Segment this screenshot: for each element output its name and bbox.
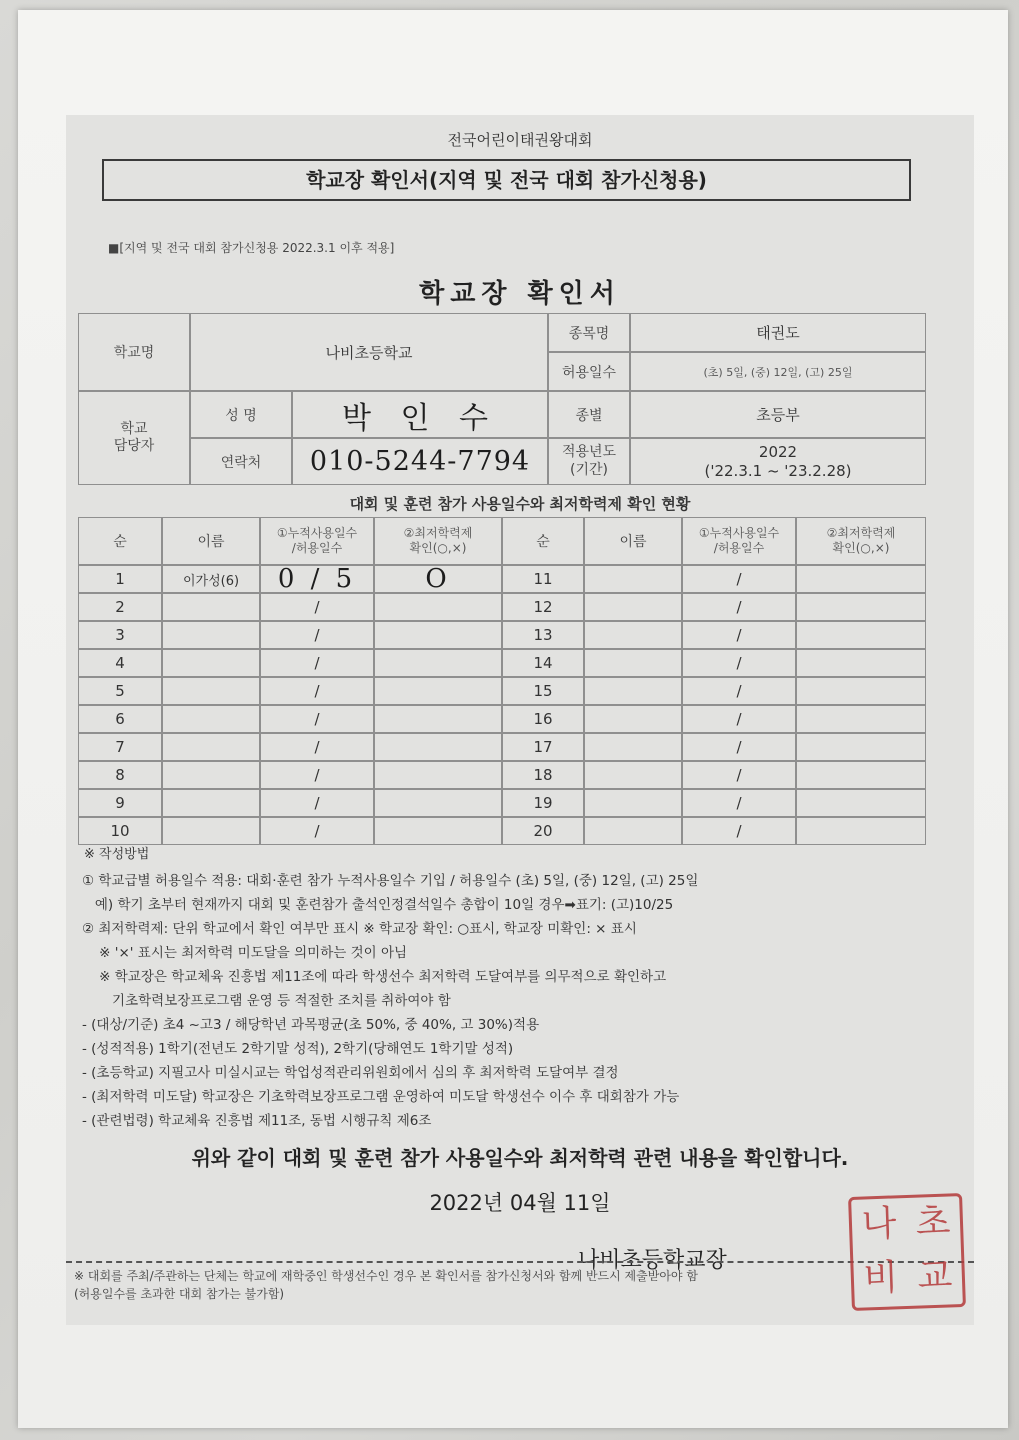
row-right-name — [584, 649, 682, 677]
row-left-days: 0 / 5 — [260, 565, 374, 593]
row-right-name — [584, 565, 682, 593]
row-left-num: 3 — [78, 621, 162, 649]
header-grade-right-line2: 확인(○,×) — [832, 541, 890, 555]
footer-divider — [66, 1261, 974, 1263]
row-right-days: / — [682, 733, 796, 761]
row-right-days: / — [682, 649, 796, 677]
row-right-name — [584, 789, 682, 817]
row-left-check — [374, 621, 502, 649]
row-right-num: 13 — [502, 621, 584, 649]
row-left-days: / — [260, 593, 374, 621]
header-days-right-line1: ①누적사용일수 — [698, 526, 780, 540]
school-label: 학교명 — [78, 313, 190, 391]
paper-sheet — [18, 10, 1008, 1428]
row-right-name — [584, 593, 682, 621]
method-line: - (초등학교) 지필고사 미실시교는 학업성적관리위원회에서 심의 후 최저학력 도달여부 결정 — [82, 1065, 619, 1081]
row-left-days: / — [260, 761, 374, 789]
row-left-name — [162, 593, 260, 621]
row-left-days: / — [260, 649, 374, 677]
row-right-check — [796, 677, 926, 705]
row-left-days: / — [260, 789, 374, 817]
school-seal-stamp — [848, 1193, 966, 1311]
row-right-days: / — [682, 761, 796, 789]
header-days-left-line1: ①누적사용일수 — [276, 526, 358, 540]
row-left-name — [162, 649, 260, 677]
school-value: 나비초등학교 — [190, 313, 548, 391]
row-left-num: 4 — [78, 649, 162, 677]
header-days-left — [260, 517, 374, 565]
allowed-days-label: 허용일수 — [548, 352, 630, 391]
document-title: 학교장 확인서(지역 및 전국 대회 참가신청용) — [102, 159, 911, 201]
row-right-num: 14 — [502, 649, 584, 677]
row-left-name: 이가성(6) — [162, 565, 260, 593]
row-right-check — [796, 761, 926, 789]
row-right-days: / — [682, 621, 796, 649]
header-grade-left-line2: 확인(○,×) — [409, 541, 467, 555]
row-right-check — [796, 649, 926, 677]
closing-statement: 위와 같이 대회 및 훈련 참가 사용일수와 최저학력 관련 내용을 확인합니다. — [191, 1146, 849, 1170]
row-right-days: / — [682, 817, 796, 845]
method-line: 예) 학기 초부터 현재까지 대회 및 훈련참가 출석인정결석일수 총합이 10일 경우➡표기: (고)10/25 — [82, 897, 674, 913]
row-right-num: 15 — [502, 677, 584, 705]
allowed-days-value: (초) 5일, (중) 12일, (고) 25일 — [630, 352, 926, 391]
method-title: ※ 작성방법 — [84, 847, 150, 862]
year-label-line2: (기간) — [570, 461, 608, 478]
year-value-line2: ('22.3.1 ~ '23.2.28) — [704, 461, 852, 480]
row-left-num: 2 — [78, 593, 162, 621]
row-right-name — [584, 621, 682, 649]
issue-date: 2022년 04월 11일 — [429, 1191, 611, 1215]
name-label: 성 명 — [190, 391, 292, 438]
row-left-name — [162, 761, 260, 789]
row-right-check — [796, 565, 926, 593]
seal-char: 비 — [862, 1257, 900, 1300]
row-right-check — [796, 733, 926, 761]
row-left-name — [162, 621, 260, 649]
header-name-right: 이름 — [584, 517, 682, 565]
row-right-num: 19 — [502, 789, 584, 817]
row-left-num: 1 — [78, 565, 162, 593]
method-line: ※ 학교장은 학교체육 진흥법 제11조에 따라 학생선수 최저학력 도달여부를 의무적으로 확인하고 — [82, 969, 667, 985]
header-grade-right — [796, 517, 926, 565]
year-label — [548, 438, 630, 485]
row-right-days: / — [682, 705, 796, 733]
row-right-days: / — [682, 789, 796, 817]
principal-name: 나비초등학교장 — [578, 1248, 727, 1273]
row-left-num: 10 — [78, 817, 162, 845]
row-left-days: / — [260, 733, 374, 761]
row-right-days: / — [682, 593, 796, 621]
row-right-num: 17 — [502, 733, 584, 761]
row-right-num: 12 — [502, 593, 584, 621]
year-value — [630, 438, 926, 485]
competition-caption: 전국어린이태권왕대회 — [447, 131, 593, 149]
method-line: ② 최저학력제: 단위 학교에서 확인 여부만 표시 ※ 학교장 확인: ○표시, 학교장 미확인: × 표시 — [82, 921, 637, 937]
row-right-num: 18 — [502, 761, 584, 789]
header-days-right-line2: /허용일수 — [713, 541, 765, 555]
row-left-days: / — [260, 705, 374, 733]
header-num-left: 순 — [78, 517, 162, 565]
seal-char: 교 — [916, 1255, 953, 1298]
row-right-check — [796, 817, 926, 845]
method-line: - (성적적용) 1학기(전년도 2학기말 성적), 2학기(당해연도 1학기말 성적) — [82, 1041, 514, 1057]
division-value: 초등부 — [630, 391, 926, 438]
method-line: ① 학교급별 허용일수 적용: 대회·훈련 참가 누적사용일수 기입 / 허용일수 (초) 5일, (중) 12일, (고) 25일 — [82, 873, 699, 889]
row-left-name — [162, 705, 260, 733]
row-left-check — [374, 649, 502, 677]
sport-label: 종목명 — [548, 313, 630, 352]
method-line: - (관련법령) 학교체육 진흥법 제11조, 동법 시행규칙 제6조 — [82, 1113, 432, 1129]
row-left-num: 5 — [78, 677, 162, 705]
row-left-num: 6 — [78, 705, 162, 733]
method-line: ※ '×' 표시는 최저학력 미도달을 의미하는 것이 아님 — [82, 945, 408, 961]
row-right-days: / — [682, 677, 796, 705]
name-value: 박 인 수 — [292, 391, 548, 438]
row-left-num: 9 — [78, 789, 162, 817]
row-left-check — [374, 733, 502, 761]
row-left-num: 8 — [78, 761, 162, 789]
row-left-name — [162, 733, 260, 761]
staff-label — [78, 391, 190, 485]
division-label: 종별 — [548, 391, 630, 438]
header-grade-left-line1: ②최저학력제 — [403, 526, 473, 540]
header-days-right — [682, 517, 796, 565]
row-right-num: 11 — [502, 565, 584, 593]
row-left-days: / — [260, 621, 374, 649]
row-left-name — [162, 677, 260, 705]
row-right-check — [796, 705, 926, 733]
contact-value: 010-5244-7794 — [292, 438, 548, 485]
row-left-check — [374, 593, 502, 621]
row-right-check — [796, 789, 926, 817]
method-line: - (최저학력 미도달) 학교장은 기초학력보장프로그램 운영하여 미도달 학생선수 이수 후 대회참가 가능 — [82, 1089, 680, 1105]
row-right-name — [584, 705, 682, 733]
row-left-check — [374, 761, 502, 789]
header-num-right: 순 — [502, 517, 584, 565]
form-subtitle: 학교장 확인서 — [419, 279, 621, 309]
staff-label-line2: 담당자 — [113, 438, 155, 454]
method-line: 기초학력보장프로그램 운영 등 적절한 조치를 취하여야 함 — [82, 993, 451, 1009]
seal-char: 나 — [860, 1203, 898, 1246]
row-right-num: 16 — [502, 705, 584, 733]
row-left-check — [374, 677, 502, 705]
year-value-line1: 2022 — [758, 442, 798, 461]
status-title: 대회 및 훈련 참가 사용일수와 최저학력제 확인 현황 — [349, 495, 691, 513]
staff-label-line1: 학교 — [120, 420, 148, 437]
row-right-name — [584, 761, 682, 789]
header-grade-right-line1: ②최저학력제 — [826, 526, 896, 540]
row-right-num: 20 — [502, 817, 584, 845]
seal-char: 초 — [914, 1201, 952, 1244]
row-left-name — [162, 817, 260, 845]
row-left-name — [162, 789, 260, 817]
year-label-line1: 적용년도 — [561, 444, 617, 460]
row-right-name — [584, 733, 682, 761]
row-left-days: / — [260, 817, 374, 845]
footer-note-line1: ※ 대회를 주최/주관하는 단체는 학교에 재학중인 학생선수인 경우 본 확인서를 참가신청서와 함께 반드시 제출받아야 함 — [74, 1269, 698, 1283]
row-right-check — [796, 621, 926, 649]
row-left-check — [374, 789, 502, 817]
application-notice: ■[지역 및 전국 대회 참가신청용 2022.3.1 이후 적용] — [108, 241, 395, 255]
row-left-check — [374, 705, 502, 733]
row-left-check: O — [374, 565, 502, 593]
header-name-left: 이름 — [162, 517, 260, 565]
row-right-name — [584, 817, 682, 845]
row-right-name — [584, 677, 682, 705]
contact-label: 연락처 — [190, 438, 292, 485]
row-left-check — [374, 817, 502, 845]
row-left-num: 7 — [78, 733, 162, 761]
sport-value: 태권도 — [630, 313, 926, 352]
row-right-days: / — [682, 565, 796, 593]
header-days-left-line2: /허용일수 — [291, 541, 343, 555]
row-right-check — [796, 593, 926, 621]
header-grade-left — [374, 517, 502, 565]
row-left-days: / — [260, 677, 374, 705]
method-line: - (대상/기준) 초4 ~고3 / 해당학년 과목평균(초 50%, 중 40%, 고 30%)적용 — [82, 1017, 540, 1033]
footer-note-line2: (허용일수를 초과한 대회 참가는 불가함) — [74, 1287, 285, 1301]
document — [66, 115, 974, 1325]
